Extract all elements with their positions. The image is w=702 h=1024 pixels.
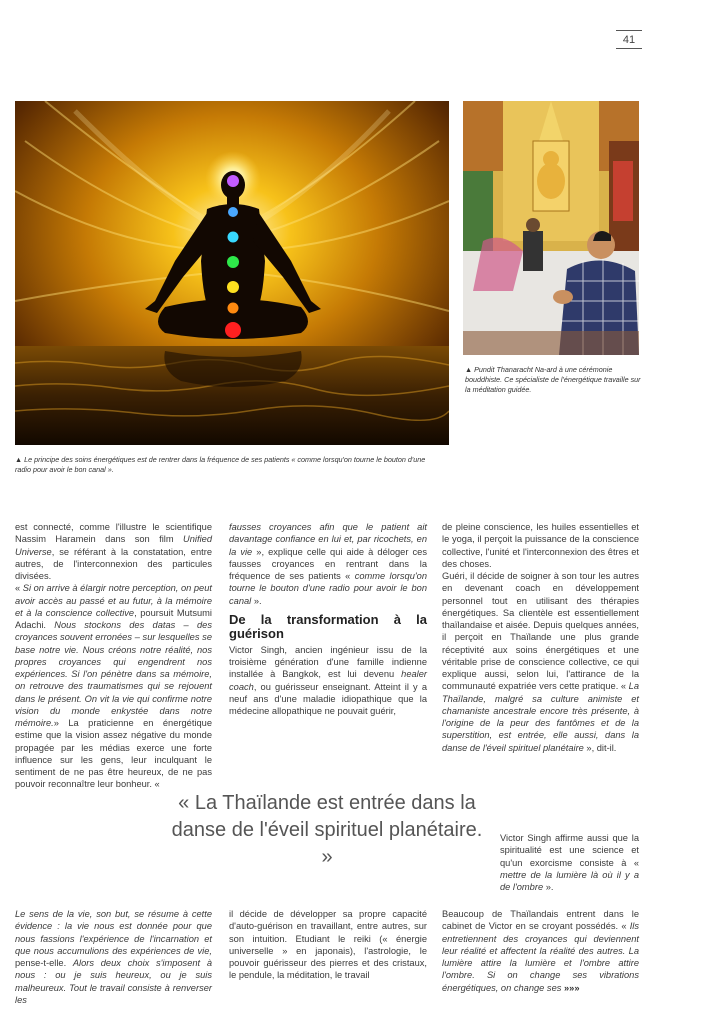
meditation-photo [15,101,449,445]
meditation-caption-text: Le principe des soins énergétiques est de rentrer dans la fréquence de ses patients « comme lorsqu'on tourne le bouton d'une radio pour avoir le bon canal ». [15,455,426,474]
col3-text: ». [543,882,554,892]
col1-quote: Alors deux choix s'imposent à nous : ou je suis heureux, ou je suis malheureux. Tout le travail consiste à renverser les [15,958,212,1005]
column-2-bottom [229,908,427,982]
meditation-caption [15,455,435,475]
col3-text: Victor Singh affirme aussi que la spiritualité est une science et qu'un exorcisme consiste à « [500,833,639,868]
col3-paragraph-4 [442,908,639,994]
continue-arrows-icon: »»» [564,982,580,993]
col3-text: Beaucoup de Thaïlandais entrent dans le cabinet de Victor en se croyant possédés. « [442,909,639,932]
temple-photo [463,101,639,355]
col2-paragraph-1 [229,521,427,607]
col1-text: » La praticienne en énergétique estime que la vision assez négative du monde propagée par les médias exerce une forte influence sur les gens, leur inculquant le sentiment de ne pas être heureux, de ne pas pouvoir reconnaître leur bonheur. « [15,718,212,790]
col3-paragraph-3 [500,832,639,893]
col3-paragraph-2 [442,570,639,754]
col1-quote: Si on arrive à élargir notre perception, on peut avoir accès au passé et au futur, à la mémoire et à la conscience collective [15,583,212,618]
caption-triangle-icon: ▲ [15,455,23,464]
col1-paragraph-1 [15,521,212,582]
col1-quote: Le sens de la vie, son but, se résume à cette évidence : la vie nous est donnée pour que nous fassions l'expérience de l'incarnation et que nous accumulions des expériences de vie, [15,909,212,956]
col1-text: , poursuit Mutsumi Adachi. [15,607,212,630]
col2-text: ». [251,595,262,606]
col2-text: Victor Singh, ancien ingénieur issu de la troisième génération d'une famille indienne installée à Bangkok, est lui devenu [229,644,427,680]
col3-quote: Ils entretiennent des croyances qui deviennent leur réalité et affectent la réalité des autres. La lumière attire la lumière et l'ombre attire l'ombre. Si on change ses vibrations énergétiques, on change ses [442,921,639,993]
caption-triangle-icon: ▲ [465,365,473,374]
col3-quote: La Thaïlande, malgré sa culture animiste et chamaniste ancestrale encore très présente, à l'origine de la peur des fantômes et de la superstition, est entrée, elle aussi, dans la danse de l'éveil spirituel planétaire [442,681,639,753]
col1-paragraph-2 [15,582,212,790]
col1-quote: Nous stockons des datas – des croyances souvent erronées – sur lesquelles se base notre vie. Nous créons notre réalité, nos propres croyances qui engendrent nos expériences. Si l'on pénètre dans sa mémoire, on retrouve des traumatismes qui se rejouent dans le présent. On vit la vie qui confirme notre vision du monde enkystée dans notre mémoire. [15,620,212,728]
column-3 [442,521,639,754]
col2-text: , ou guérisseur enseignant. Atteint il y a neuf ans d'une maladie idiopathique que la médecine allopathique ne pouvait guérir, [229,681,427,716]
col3-paragraph-1: de pleine conscience, les huiles essentielles et le yoga, il perçoit la puissance de la conscience collective, l'unité et l'interconnexion des êtres et des choses. [442,522,639,569]
col3-text: Guéri, il décide de soigner à son tour les autres en devenant coach en développement personnel tout en utilisant des thérapies énergétiques. Sa clientèle est essentiellement thaïlandaise et aisée. Depuis quelques années, il perçoit en Thaïlande une plus grande réceptivité aux soins énergétiques et une véritable prise de conscience collective, ce qui explique aussi, selon lui, l'attirance de la communauté expatriée vers cette pratique. « [442,571,639,692]
page-number: 41 [616,30,642,49]
column-1 [15,521,212,791]
column-3-middle [500,832,639,893]
col1-text: est connecté, comme l'illustre le scientifique Nassim Haramein dans son film [15,522,212,545]
section-heading: De la transformation à la guérison [229,611,427,641]
col2-paragraph-2 [229,644,427,718]
column-3-bottom [442,908,639,994]
pull-quote: « La Thaïlande est entrée dans la danse de l'éveil spirituel planétaire. » [171,792,483,868]
temple-caption-text: Pundit Thanaracht Na-ard à une cérémonie bouddhiste. Ce spécialiste de l'énergétique travaille sur la méditation guidée. [465,365,641,394]
col1-text: « [15,583,23,594]
col2-quote: fausses croyances afin que le patient ait davantage confiance en lui et, par ricochets, en la vie [229,522,427,557]
col1-text: , se référant à la constatation, entre autres, de l'interconnexion des particules divisées. [15,546,212,581]
col3-quote: mettre de la lumière là où il y a de l'ombre [500,869,639,892]
col1-paragraph-3 [15,908,212,1006]
col1-text: pense-t-elle. [15,958,73,968]
column-1-bottom [15,908,212,1006]
col2-term: healer coach [229,669,427,692]
column-2 [229,521,427,717]
col2-text: », explique celle qui aide à déloger ces fausses croyances en rentrant dans la fréquence de ses patients « [229,546,427,581]
film-title: Unified Universe [15,534,212,557]
col2-quote: comme lorsqu'on tourne le bouton d'une radio pour avoir le bon canal [229,571,427,606]
col2-paragraph-3: il décide de développer sa propre capacité d'auto-guérison en travaillant, entre autres, sur son intuition. Etudiant le reiki (« énergie universelle » en japonais), l'astrologie, le pouvoir guérisseur des pierres et des cristaux, le pendule, la méditation, le travail [229,909,427,981]
temple-caption [465,365,641,395]
col3-text: », dit-il. [583,742,617,753]
